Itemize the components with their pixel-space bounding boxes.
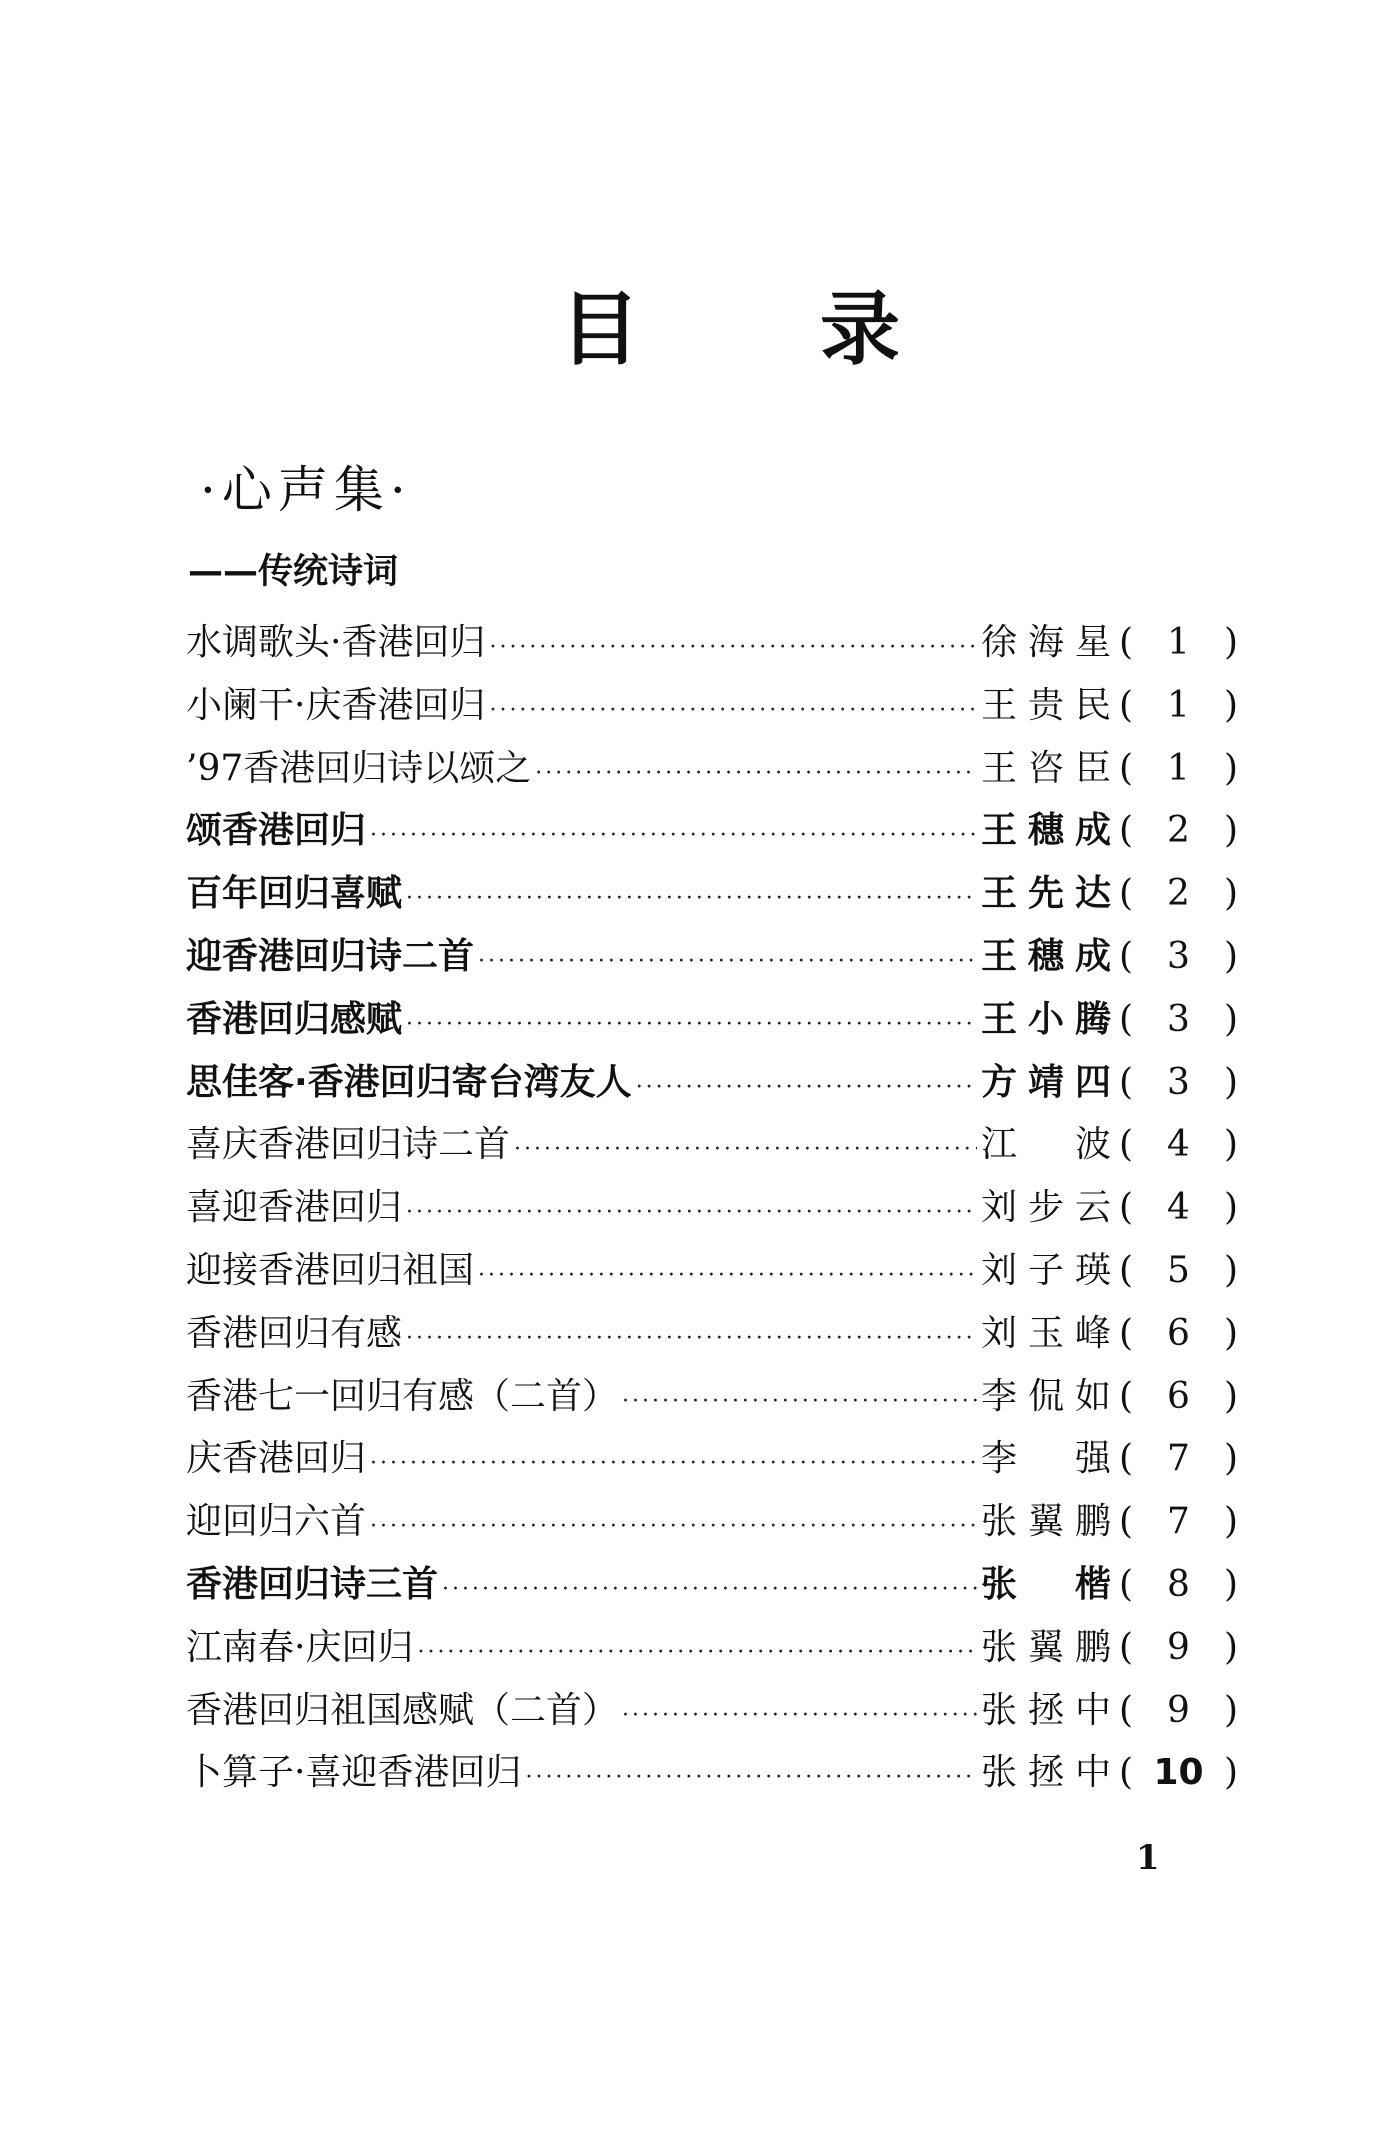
open-paren: (: [1118, 1752, 1134, 1794]
toc-entry-author: 王先达: [981, 873, 1111, 915]
toc-entry-title: 迎香港回归诗二首: [186, 935, 475, 977]
toc-entry-page: 7: [1167, 1438, 1190, 1480]
toc-entry-page: 9: [1167, 1626, 1190, 1668]
toc-entry-author: 刘步云: [981, 1187, 1111, 1229]
toc-entry-author: 刘玉峰: [981, 1312, 1111, 1354]
open-paren: (: [1118, 1501, 1134, 1543]
open-paren: (: [1118, 1438, 1134, 1480]
open-paren: (: [1118, 684, 1134, 726]
toc-entry-page: 8: [1167, 1563, 1190, 1605]
close-paren: ): [1223, 1563, 1239, 1605]
toc-entry-author: 张拯中: [981, 1689, 1111, 1731]
toc-entry-page: 2: [1167, 810, 1190, 852]
toc-entry-title: 香港回归有感: [186, 1312, 403, 1354]
toc-entry-page: 5: [1167, 1249, 1190, 1291]
toc-entry-title: 香港七一回归有感（二首）: [186, 1375, 619, 1417]
toc-entry-title: 江南春·庆回归: [186, 1626, 414, 1668]
close-paren: ): [1223, 1501, 1239, 1543]
toc-entry: [186, 612, 1246, 675]
toc-entry-title: ’97香港回归诗以颂之: [186, 747, 532, 789]
toc-entry: [186, 989, 1246, 1052]
toc-entry-title: 香港回归诗三首: [186, 1563, 439, 1605]
toc-entry-page: 9: [1167, 1689, 1190, 1731]
open-paren: (: [1118, 1312, 1134, 1354]
dot-leader: [478, 1245, 977, 1308]
open-paren: (: [1118, 810, 1134, 852]
close-paren: ): [1223, 1249, 1239, 1291]
toc-entry-title: 小阑干·庆香港回归: [186, 684, 486, 726]
toc-entry-author: 王贵民: [981, 684, 1111, 726]
toc-entry-title: 迎回归六首: [186, 1501, 367, 1543]
toc-entry: [186, 800, 1246, 863]
close-paren: ): [1223, 1375, 1239, 1417]
toc-entry-page: 1: [1167, 622, 1190, 663]
open-paren: (: [1118, 1124, 1134, 1166]
open-paren: (: [1118, 1689, 1134, 1731]
open-paren: (: [1118, 1375, 1134, 1417]
toc-entry-page: 4: [1167, 1187, 1190, 1229]
open-paren: (: [1118, 622, 1134, 663]
toc-entry-author: 方靖四: [981, 1061, 1111, 1103]
toc-entry-title: 水调歌头·香港回归: [186, 622, 486, 663]
dot-leader: [406, 994, 977, 1057]
close-paren: ): [1223, 873, 1239, 915]
page-title-char-1: 目: [560, 283, 640, 376]
open-paren: (: [1118, 998, 1134, 1040]
toc-entry-page: 2: [1167, 873, 1190, 915]
close-paren: ): [1223, 1438, 1239, 1480]
toc-entry-title: 香港回归祖国感赋（二首）: [186, 1689, 619, 1731]
toc-entry: [186, 1240, 1246, 1303]
toc-entry-author: 张翼鹏: [981, 1501, 1111, 1543]
close-paren: ): [1223, 622, 1239, 663]
close-paren: ): [1223, 1061, 1239, 1103]
toc-entry-title: 香港回归感赋: [186, 998, 403, 1040]
toc-entry-page: 1: [1167, 747, 1190, 789]
toc-entry-title: 喜庆香港回归诗二首: [186, 1124, 511, 1166]
dot-leader: [370, 1496, 977, 1559]
toc-entry-title: 迎接香港回归祖国: [186, 1249, 475, 1291]
close-paren: ): [1223, 1626, 1239, 1668]
dot-leader: [489, 617, 977, 680]
toc-entry-author: 徐海星: [981, 622, 1111, 663]
dot-leader: [442, 1559, 977, 1622]
close-paren: ): [1223, 1312, 1239, 1354]
table-of-contents: [186, 612, 1246, 1805]
page-number: 1: [1136, 1838, 1160, 1878]
close-paren: ): [1223, 1187, 1239, 1229]
dot-leader: [370, 1433, 977, 1496]
dot-leader: [525, 1747, 977, 1810]
open-paren: (: [1118, 1626, 1134, 1668]
dot-leader: [370, 805, 977, 868]
toc-entry-title: 百年回归喜赋: [186, 873, 403, 915]
dot-leader: [489, 680, 977, 743]
toc-entry-page: 3: [1167, 1061, 1190, 1103]
toc-entry-author: 张拯中: [981, 1752, 1111, 1794]
toc-entry-page: 7: [1167, 1501, 1190, 1543]
toc-entry: [186, 1680, 1246, 1743]
dot-leader: [622, 1371, 977, 1434]
subsection-title: ——传统诗词: [188, 552, 399, 592]
dot-leader: [406, 1308, 977, 1371]
open-paren: (: [1118, 1563, 1134, 1605]
page-title: [560, 285, 900, 375]
close-paren: ): [1223, 684, 1239, 726]
close-paren: ): [1223, 1689, 1239, 1731]
toc-entry-author: 江 波: [981, 1124, 1111, 1166]
dot-leader: [535, 743, 977, 806]
dot-leader: [514, 1119, 977, 1182]
close-paren: ): [1223, 747, 1239, 789]
toc-entry: [186, 1428, 1246, 1491]
toc-entry-author: 张翼鹏: [981, 1626, 1111, 1668]
toc-entry: [186, 1303, 1246, 1366]
toc-entry: [186, 1491, 1246, 1554]
toc-entry-author: 李 强: [981, 1438, 1111, 1480]
toc-entry-author: 刘子瑛: [981, 1249, 1111, 1291]
dot-leader: [417, 1622, 977, 1685]
toc-entry: [186, 1617, 1246, 1680]
toc-entry-author: 张 楷: [981, 1563, 1111, 1605]
close-paren: ): [1223, 935, 1239, 977]
toc-entry-page: 6: [1167, 1312, 1190, 1354]
dot-leader: [622, 1685, 977, 1748]
open-paren: (: [1118, 1249, 1134, 1291]
dot-leader: [406, 868, 977, 931]
toc-entry: [186, 926, 1246, 989]
toc-entry-title: 思佳客·香港回归寄台湾友人: [186, 1061, 632, 1103]
toc-entry-page: 3: [1167, 935, 1190, 977]
open-paren: (: [1118, 873, 1134, 915]
toc-entry-author: 王穗成: [981, 935, 1111, 977]
toc-entry: [186, 863, 1246, 926]
page-title-char-2: 录: [820, 283, 900, 376]
dot-leader: [636, 1057, 977, 1120]
toc-entry-title: 卜算子·喜迎香港回归: [186, 1752, 522, 1794]
open-paren: (: [1118, 747, 1134, 789]
toc-entry: [186, 1177, 1246, 1240]
toc-entry-author: 李侃如: [981, 1375, 1111, 1417]
close-paren: ): [1223, 810, 1239, 852]
close-paren: ): [1223, 998, 1239, 1040]
dot-leader: [478, 931, 977, 994]
toc-entry-page: 4: [1167, 1124, 1190, 1166]
toc-entry-page: 1: [1167, 684, 1190, 726]
open-paren: (: [1118, 935, 1134, 977]
toc-entry: [186, 675, 1246, 738]
toc-entry-author: 王穗成: [981, 810, 1111, 852]
toc-entry-title: 喜迎香港回归: [186, 1187, 403, 1229]
toc-entry-title: 颂香港回归: [186, 810, 367, 852]
section-title: ·心声集·: [200, 461, 412, 519]
toc-entry-page: 6: [1167, 1375, 1190, 1417]
close-paren: ): [1223, 1752, 1239, 1794]
open-paren: (: [1118, 1187, 1134, 1229]
toc-entry: [186, 1554, 1246, 1617]
dot-leader: [406, 1182, 977, 1245]
open-paren: (: [1118, 1061, 1134, 1103]
toc-entry-page: 10: [1153, 1752, 1204, 1794]
toc-entry: [186, 1114, 1246, 1177]
close-paren: ): [1223, 1124, 1239, 1166]
toc-entry-author: 王咨臣: [981, 747, 1111, 789]
toc-entry: [186, 1366, 1246, 1429]
toc-entry-page: 3: [1167, 998, 1190, 1040]
toc-entry: [186, 1052, 1246, 1115]
toc-entry: [186, 1742, 1246, 1805]
toc-entry: [186, 738, 1246, 801]
toc-entry-author: 王小腾: [981, 998, 1111, 1040]
toc-entry-title: 庆香港回归: [186, 1438, 367, 1480]
